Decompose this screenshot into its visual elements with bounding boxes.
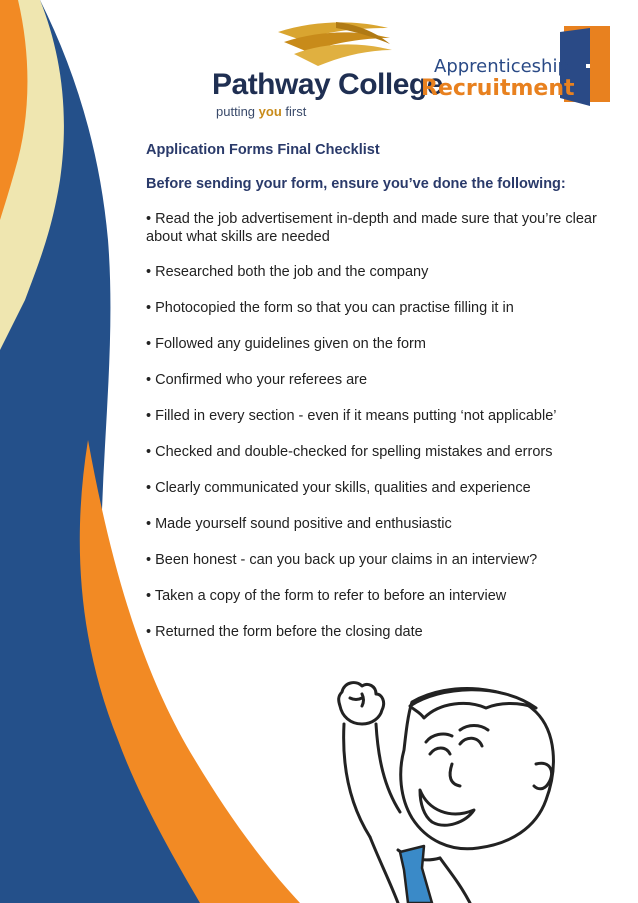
tagline-highlight: you <box>258 104 282 119</box>
checklist-title: Application Forms Final Checklist <box>146 142 380 158</box>
checklist-item: • Been honest - can you back up your claims in an interview? <box>146 552 538 568</box>
tagline-part-before: putting <box>216 104 259 119</box>
checklist-item: • Taken a copy of the form to refer to before an interview <box>146 588 507 604</box>
checklist-item: • Returned the form before the closing date <box>146 624 423 640</box>
pathway-college-name: Pathway College <box>212 68 443 101</box>
cheering-man-illustration <box>300 672 560 903</box>
checklist-items <box>146 210 626 641</box>
pathway-college-tagline <box>216 104 306 119</box>
checklist-item: • Checked and double-checked for spelling mistakes and errors <box>146 444 553 460</box>
checklist-item: • Read the job advertisement in-depth and made sure that you’re clear about what skills are needed <box>146 211 597 245</box>
checklist-item: • Confirmed who your referees are <box>146 372 368 388</box>
apprenticeship-recruitment-logo <box>418 26 614 110</box>
pathway-swoosh-icon <box>276 18 392 74</box>
recruitment-text: Recruitment <box>421 76 575 101</box>
checklist-item: • Researched both the job and the company <box>146 264 429 280</box>
checklist-item: • Filled in every section - even if it means putting ‘not applicable’ <box>146 408 557 424</box>
checklist-section <box>146 141 626 659</box>
pathway-college-logo <box>212 18 443 119</box>
tie-shape <box>400 846 432 903</box>
checklist-item: • Followed any guidelines given on the form <box>146 336 426 352</box>
checklist-item: • Clearly communicated your skills, qualities and experience <box>146 480 531 496</box>
checklist-item: • Photocopied the form so that you can practise filling it in <box>146 300 514 316</box>
apprenticeship-text: Apprenticeship <box>434 56 569 77</box>
checklist-item: • Made yourself sound positive and enthusiastic <box>146 516 452 532</box>
tagline-part-after: first <box>281 104 307 119</box>
checklist-subtitle: Before sending your form, ensure you’ve done the following: <box>146 176 566 192</box>
